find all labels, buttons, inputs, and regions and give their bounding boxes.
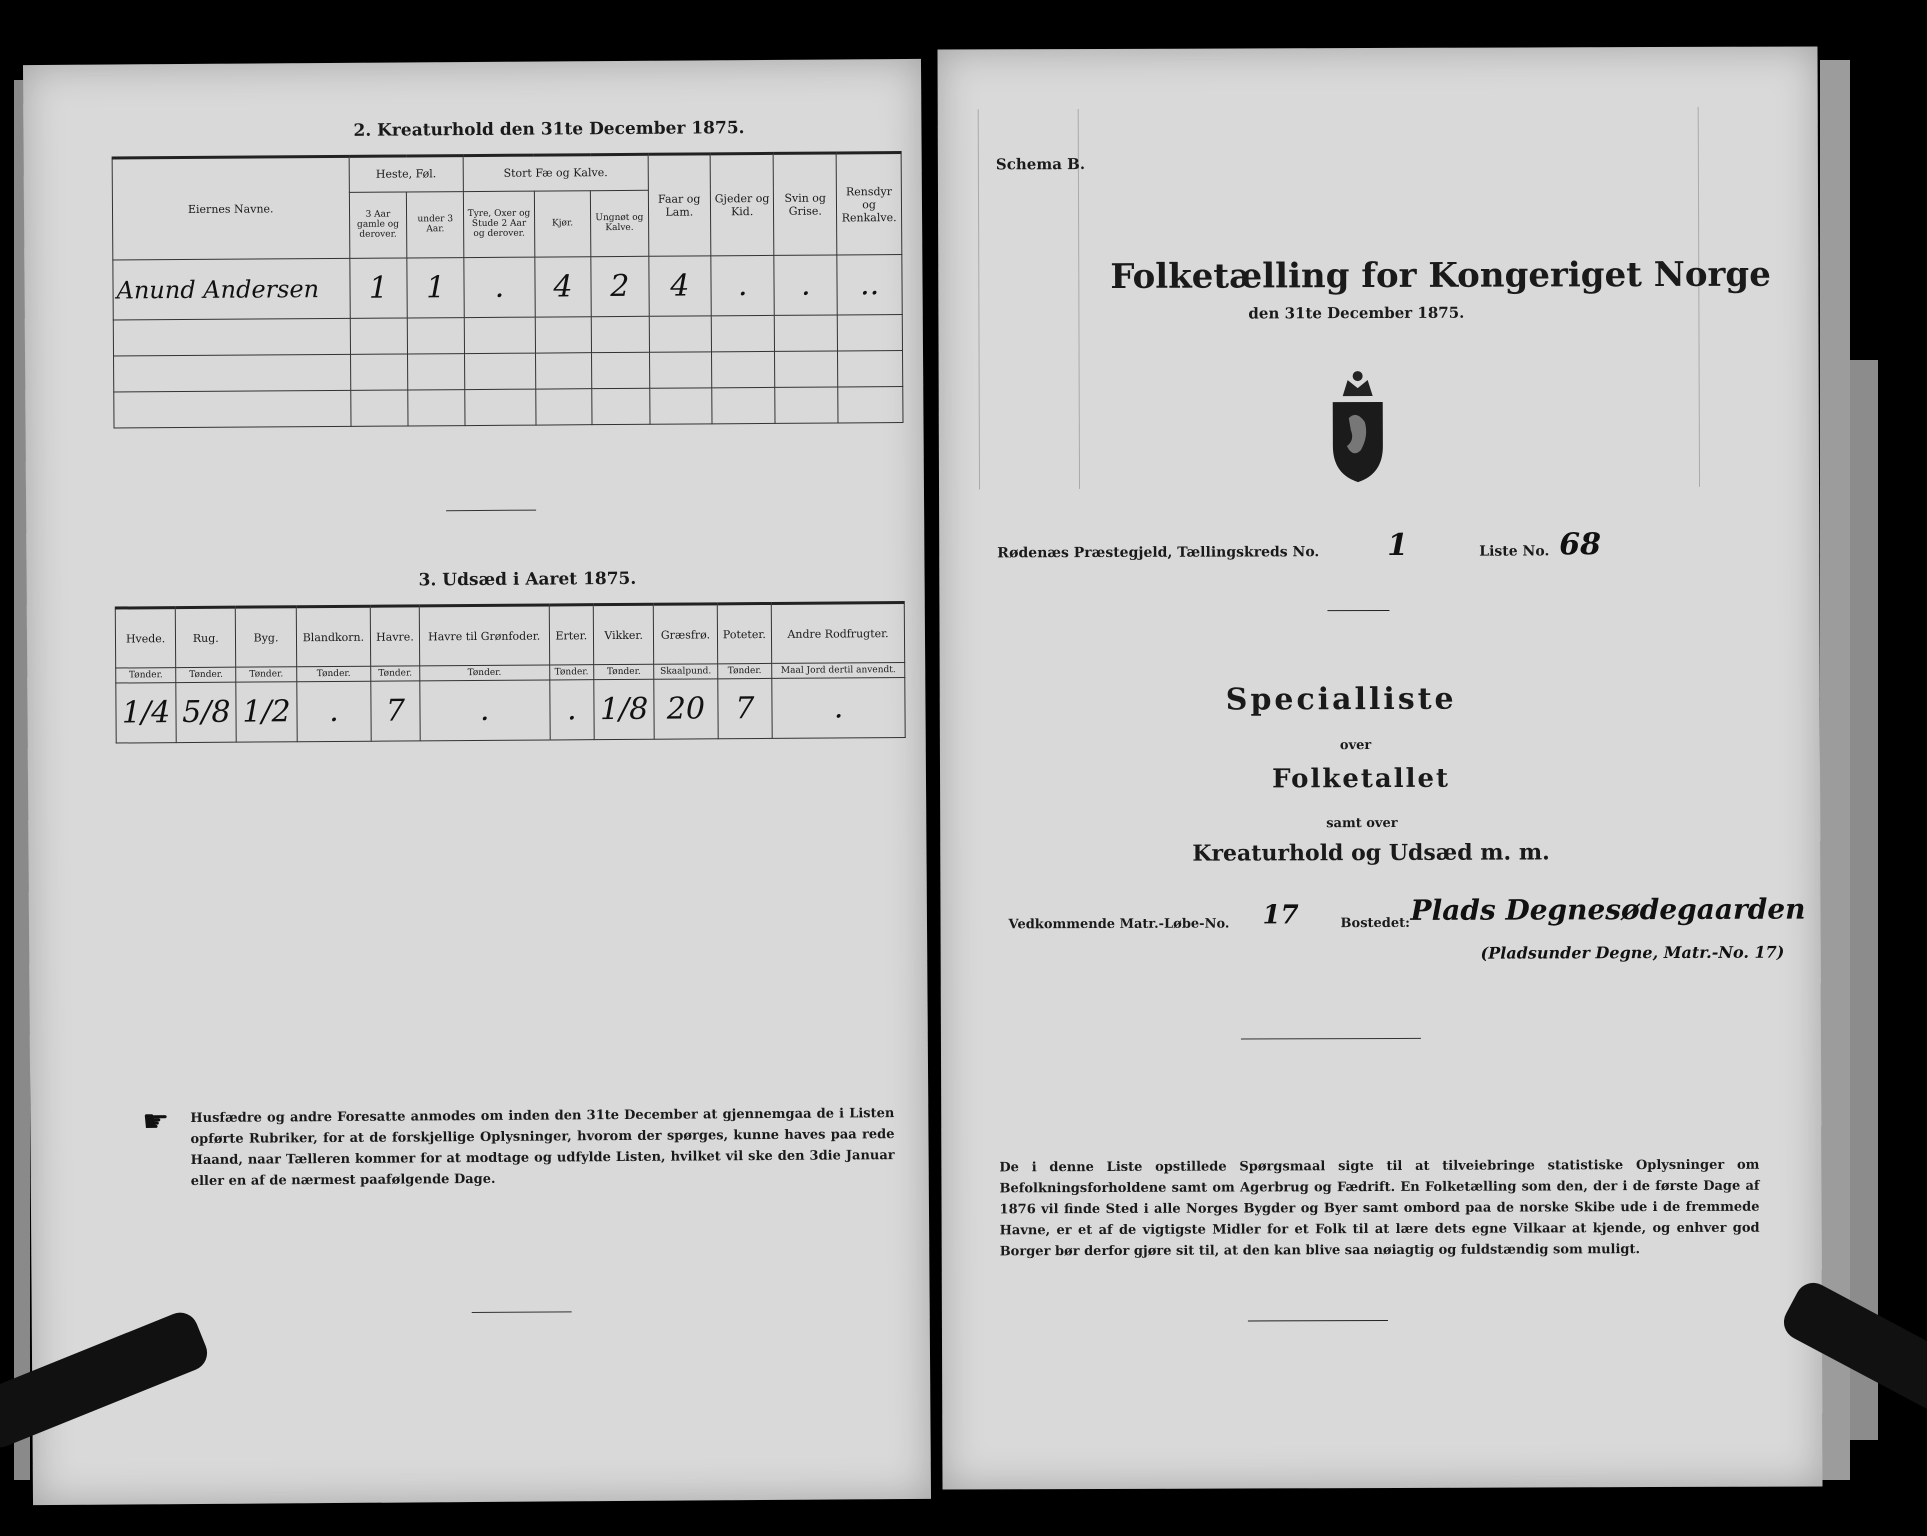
sowing-table [115,601,906,744]
cell-heste-b: 1 [407,258,464,318]
kreatur-heading: Kreaturhold og Udsæd m. m. [1192,839,1550,867]
sub-stort-c: Ungnøt og Kalve. [590,190,648,257]
sow-value: 7 [371,681,420,741]
matr-number: 17 [1262,900,1299,931]
bleed-line [1698,107,1700,487]
section3-title: 3. Udsæd i Aaret 1875. [418,568,637,591]
divider [446,510,536,512]
sow-value: 1/2 [236,682,297,742]
sow-head: Poteter. [717,603,772,663]
cell-stort-c: 2 [591,256,649,316]
census-date: den 31te December 1875. [1248,303,1465,323]
sow-unit: Tønder. [549,665,594,680]
sow-value: . [296,681,371,742]
sowing-header-row [115,603,904,669]
sow-value: . [549,680,594,740]
sow-unit: Tønder. [420,665,550,681]
over-text: over [1339,738,1372,754]
sow-unit: Skaalpund. [654,664,718,679]
left-page [23,59,931,1505]
cell-gjeder: . [711,255,775,315]
divider [1327,610,1389,611]
sow-head: Andre Rodfrugter. [771,603,904,664]
table-row [113,255,902,321]
folketallet-heading: Folketallet [1271,763,1451,795]
kreds-number: 1 [1387,527,1409,563]
bleed-line [978,109,980,489]
sub-stort-a: Tyre, Oxer og Stude 2 Aar og derover. [464,191,535,258]
schema-label: Schema B. [995,155,1086,174]
sow-value: 5/8 [176,682,237,742]
pointing-hand-icon: ☛ [142,1104,170,1140]
table-row [114,351,903,393]
parish-label: Rødenæs Præstegjeld, Tællingskreds No. [997,544,1320,562]
col-svin: Svin og Grise. [773,153,837,255]
owner-name: Anund Andersen [113,258,350,320]
sow-head: Havre. [370,606,419,666]
sow-head: Græsfrø. [654,604,718,664]
notice-text: Husfædre og andre Foresatte anmodes om inden den 31te December at gjennemgaa de i Listen opførte Rubriker, for at de forskjellige Oplysninger, hvorom der spørges, kunne haves paa rede Haand, naar Tælleren kommer for at modtage og udfylde Listen, hvilket vil ske den 3die Januar eller en af de nærmest paafølgende Dage. [190,1106,895,1190]
sub-stort-b: Kjør. [534,191,591,258]
section2-title: 2. Kreaturhold den 31te December 1875. [353,118,745,141]
sow-head: Havre til Grønfoder. [419,605,549,666]
divider [472,1311,572,1313]
cell-faar: 4 [648,256,711,316]
cell-stort-b: 4 [535,257,592,317]
grp-stort: Stort Fæ og Kalve. [463,154,648,191]
coat-of-arms-icon [1323,366,1393,486]
census-title: Folketælling for Kongeriget Norge [1110,254,1771,297]
cell-svin: . [774,255,837,315]
liste-label: Liste No. [1479,543,1550,560]
table-row [114,387,903,429]
sow-value: . [772,678,905,739]
bosted-label: Bostedet: [1340,915,1410,932]
cell-stort-a: . [464,257,535,317]
grp-heste: Heste, Føl. [349,156,464,193]
sow-unit: Tønder. [176,667,236,682]
sow-head: Blandkorn. [296,606,371,667]
right-page [937,46,1822,1489]
samt-over-text: samt over [1326,815,1398,832]
table-row [113,315,902,357]
table-row [116,678,905,744]
sow-unit: Tønder. [236,667,296,682]
cell-rensdyr: .. [837,255,902,315]
liste-number: 68 [1559,527,1602,563]
sow-unit: Tønder. [594,664,654,679]
col-gjeder: Gjeder og Kid. [710,153,774,255]
sow-head: Rug. [175,607,236,667]
sow-value: 20 [654,679,718,739]
sow-head: Erter. [549,605,594,665]
footer-text: De i denne Liste opstillede Spørgsmaal sigte til at tilveiebringe statistiske Oplysninger om Befolkningsforholdene samt om Agerbrug og Fædrift. En Folketælling som den, der i de første Dage af 1876 vil finde Sted i alle Norges Bygder og Byer samt ombord paa de norske Skibe ude i de fremmede Havne, er et af de vigtigste Midler for et Folk til at lære dets egne Vilkaar at kjende, og enhver god Borger bør derfor gjøre sit til, at den kan blive saa nøiagtig og fuldstændig som muligt. [999,1157,1760,1260]
bosted-note: (Pladsunder Degne, Matr.-No. 17) [1480,942,1785,963]
specialliste-heading: Specialliste [1225,681,1457,718]
col-faar: Faar og Lam. [648,154,711,256]
sow-head: Vikker. [593,604,654,664]
page-edge [1850,360,1878,1440]
col-owner: Eiernes Navne. [112,156,349,260]
sow-unit: Tønder. [116,668,176,683]
sub-heste-a: 3 Aar gamle og derover. [349,192,407,259]
sow-value: 1/8 [594,679,655,739]
sow-head: Byg. [236,607,297,667]
matr-label: Vedkommende Matr.-Løbe-No. [1008,916,1230,933]
divider [1248,1320,1388,1321]
sow-unit: Tønder. [371,666,420,681]
col-rensdyr: Rensdyr og Renkalve. [836,153,902,255]
sow-value: 7 [717,678,772,738]
sow-value: 1/4 [116,683,177,743]
sow-head: Hvede. [115,608,176,668]
page-edge [1820,60,1850,1480]
livestock-table [112,151,904,429]
divider [1241,1038,1421,1040]
sow-unit: Tønder. [296,666,371,682]
sow-value: . [420,680,550,741]
sub-heste-b: under 3 Aar. [407,191,464,258]
bosted-name: Plads Degnesødegaarden [1410,892,1806,927]
sow-unit: Tønder. [717,663,772,678]
cell-heste-a: 1 [349,258,407,318]
sow-unit: Maal Jord dertil anvendt. [772,663,905,679]
